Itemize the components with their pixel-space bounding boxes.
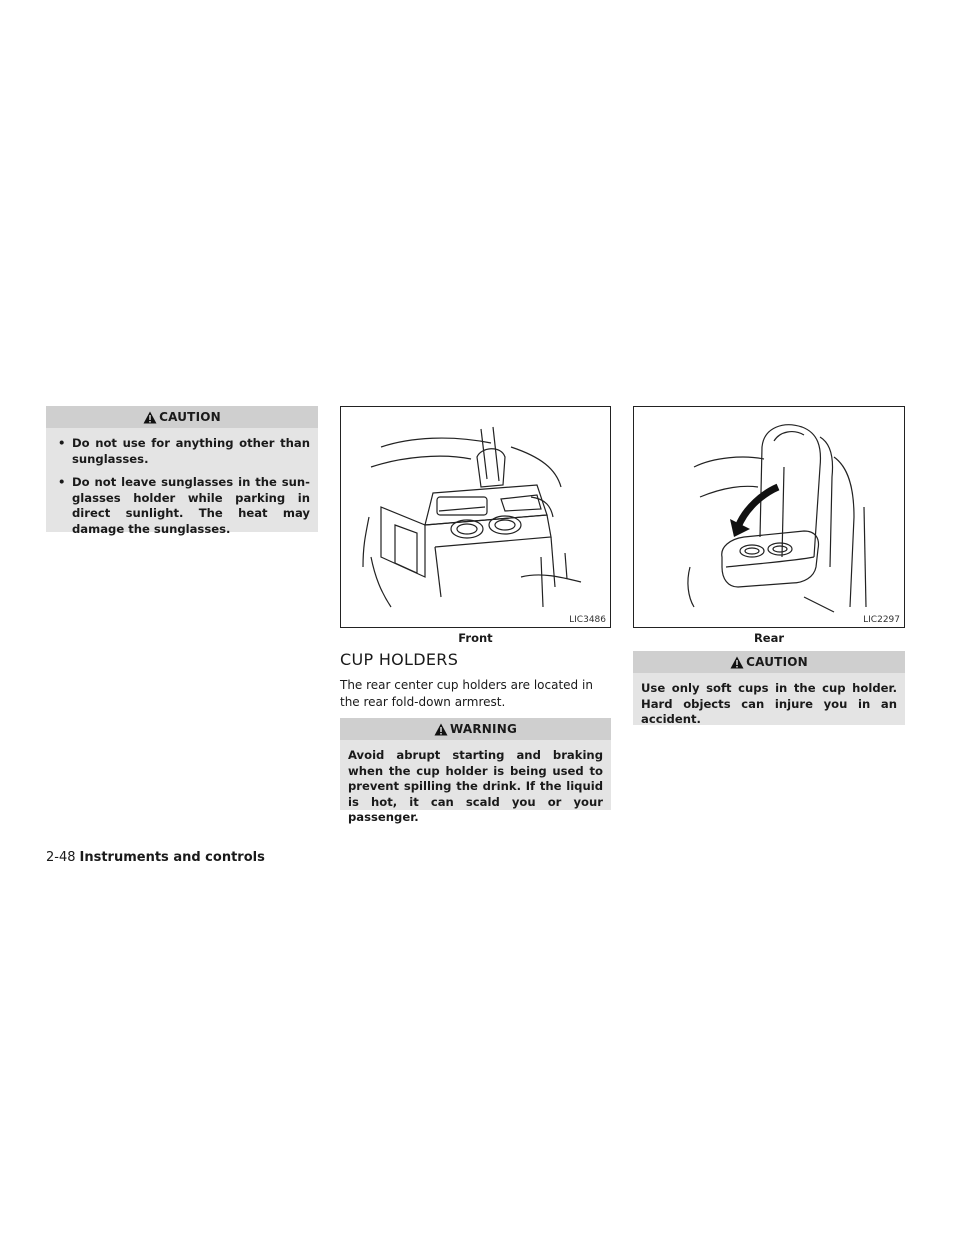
bullet-icon: • — [58, 475, 66, 489]
chapter-title: Instruments and controls — [79, 850, 265, 865]
warning-header — [340, 718, 611, 740]
section-paragraph: The rear center cup holders are located in the rear fold-down armrest. — [340, 678, 593, 709]
figure-caption-rear: Rear — [753, 631, 785, 645]
caution-title: CAUTION — [159, 410, 221, 424]
caution-item: • Do not leave sunglasses in the sun-glasses holder while parking in direct sunlight. The heat may damage the sunglasses. — [54, 475, 310, 537]
warning-body: Avoid abrupt starting and braking when the cup holder is being used to prevent spilling the drink. If the liquid is hot, it can scald you or your passenger. — [348, 748, 603, 824]
front-console-illustration — [341, 407, 610, 627]
rear-armrest-illustration — [634, 407, 904, 627]
warning-box — [340, 718, 611, 824]
figure-code: LIC2297 — [863, 615, 900, 625]
caution-header — [633, 651, 905, 673]
fold-arrow — [738, 487, 778, 527]
warning-title: WARNING — [449, 722, 518, 736]
figure-caption-front: Front — [458, 631, 493, 645]
page-footer — [46, 850, 265, 865]
caution-title: CAUTION — [746, 655, 808, 669]
caution-header — [46, 406, 318, 428]
figure-rear-cup-holders — [633, 406, 905, 628]
warning-triangle-icon — [434, 723, 448, 736]
caution-body: Use only soft cups in the cup holder. Hard objects can injure you in an accident. — [641, 681, 897, 726]
caution-box-sunglasses — [46, 406, 318, 536]
caution-item: • Do not use for anything other than sunglasses. — [54, 436, 310, 467]
bullet-icon: • — [58, 436, 66, 450]
warning-triangle-icon — [143, 411, 157, 424]
section-heading: CUP HOLDERS — [340, 650, 459, 669]
caution-box-cups — [633, 651, 905, 725]
page-number: 2-48 — [46, 850, 76, 865]
figure-code: LIC3486 — [569, 615, 606, 625]
figure-front-cup-holders — [340, 406, 611, 628]
caution-body — [46, 428, 318, 545]
warning-triangle-icon — [730, 656, 744, 669]
